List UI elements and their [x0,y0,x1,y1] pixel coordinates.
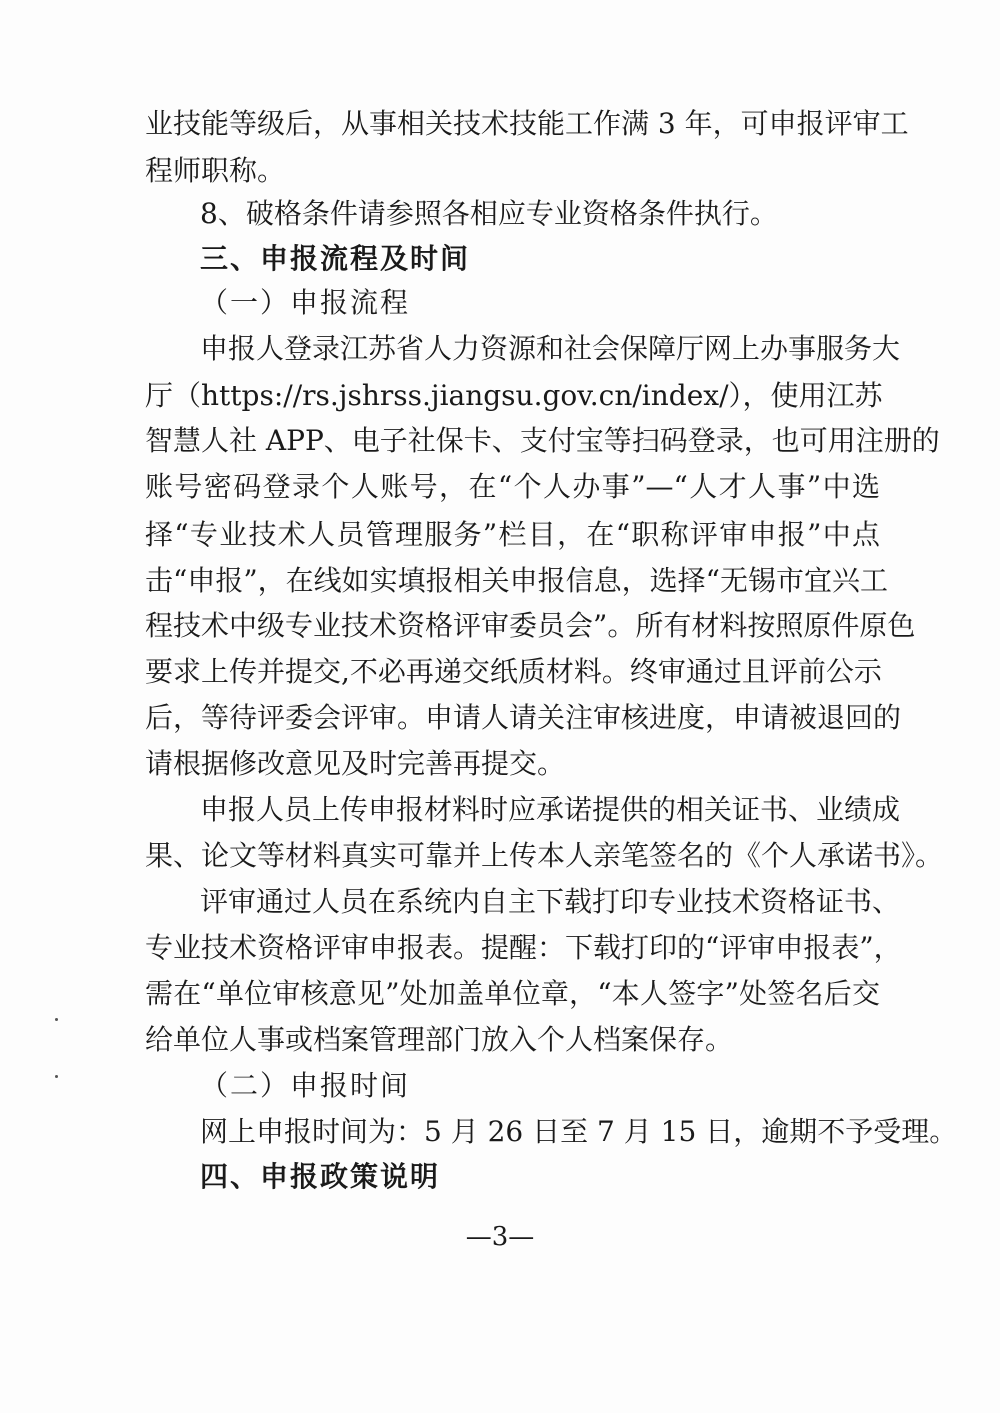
paragraph-line: 业技能等级后，从事相关技术技能工作满 3 年，可申报评审工 [145,107,909,140]
scan-speck [55,1018,58,1021]
subsection-heading: （二）申报时间 [200,1069,411,1102]
paragraph-line: 专业技术资格评审申报表。提醒：下载打印的“评审申报表”， [145,931,902,964]
paragraph-line: 账号密码登录个人账号，在“个人办事”—“人才人事”中选 [145,470,880,503]
paragraph-line: 需在“单位审核意见”处加盖单位章，“本人签字”处签名后交 [145,977,880,1010]
paragraph-line: 网上申报时间为：5 月 26 日至 7 月 15 日，逾期不予受理。 [200,1115,958,1148]
paragraph-line: 评审通过人员在系统内自主下载打印专业技术资格证书、 [200,885,901,918]
paragraph-line: 厅（https://rs.jshrss.jiangsu.gov.cn/index/），使用江苏 [145,379,883,412]
paragraph-line: 8、破格条件请参照各相应专业资格条件执行。 [200,197,778,230]
subsection-heading: （一）申报流程 [200,286,411,319]
paragraph-line: 择“专业技术人员管理服务”栏目，在“职称评审申报”中点 [145,518,880,551]
paragraph-line: 给单位人事或档案管理部门放入个人档案保存。 [145,1023,734,1056]
paragraph-line: 申报人员上传申报材料时应承诺提供的相关证书、业绩成 [200,793,901,826]
paragraph-line: 程师职称。 [145,154,286,187]
scan-speck [55,1075,58,1078]
paragraph-line: 后，等待评委会评审。申请人请关注审核进度，申请被退回的 [145,701,902,734]
paragraph-line: 智慧人社 APP、电子社保卡、支付宝等扫码登录，也可用注册的 [145,424,940,457]
paragraph-line: 请根据修改意见及时完善再提交。 [145,747,566,780]
page-number: —3— [465,1222,535,1252]
section-heading: 三、申报流程及时间 [200,242,471,275]
paragraph-line: 果、论文等材料真实可靠并上传本人亲笔签名的《个人承诺书》。 [145,839,944,872]
paragraph-line: 申报人登录江苏省人力资源和社会保障厅网上办事服务大 [200,332,901,365]
paragraph-line: 要求上传并提交,不必再递交纸质材料。终审通过且评前公示 [145,655,882,688]
paragraph-line: 程技术中级专业技术资格评审委员会”。所有材料按照原件原色 [145,609,916,642]
paragraph-line: 击“申报”，在线如实填报相关申报信息，选择“无锡市宜兴工 [145,564,888,597]
section-heading: 四、申报政策说明 [200,1160,441,1193]
